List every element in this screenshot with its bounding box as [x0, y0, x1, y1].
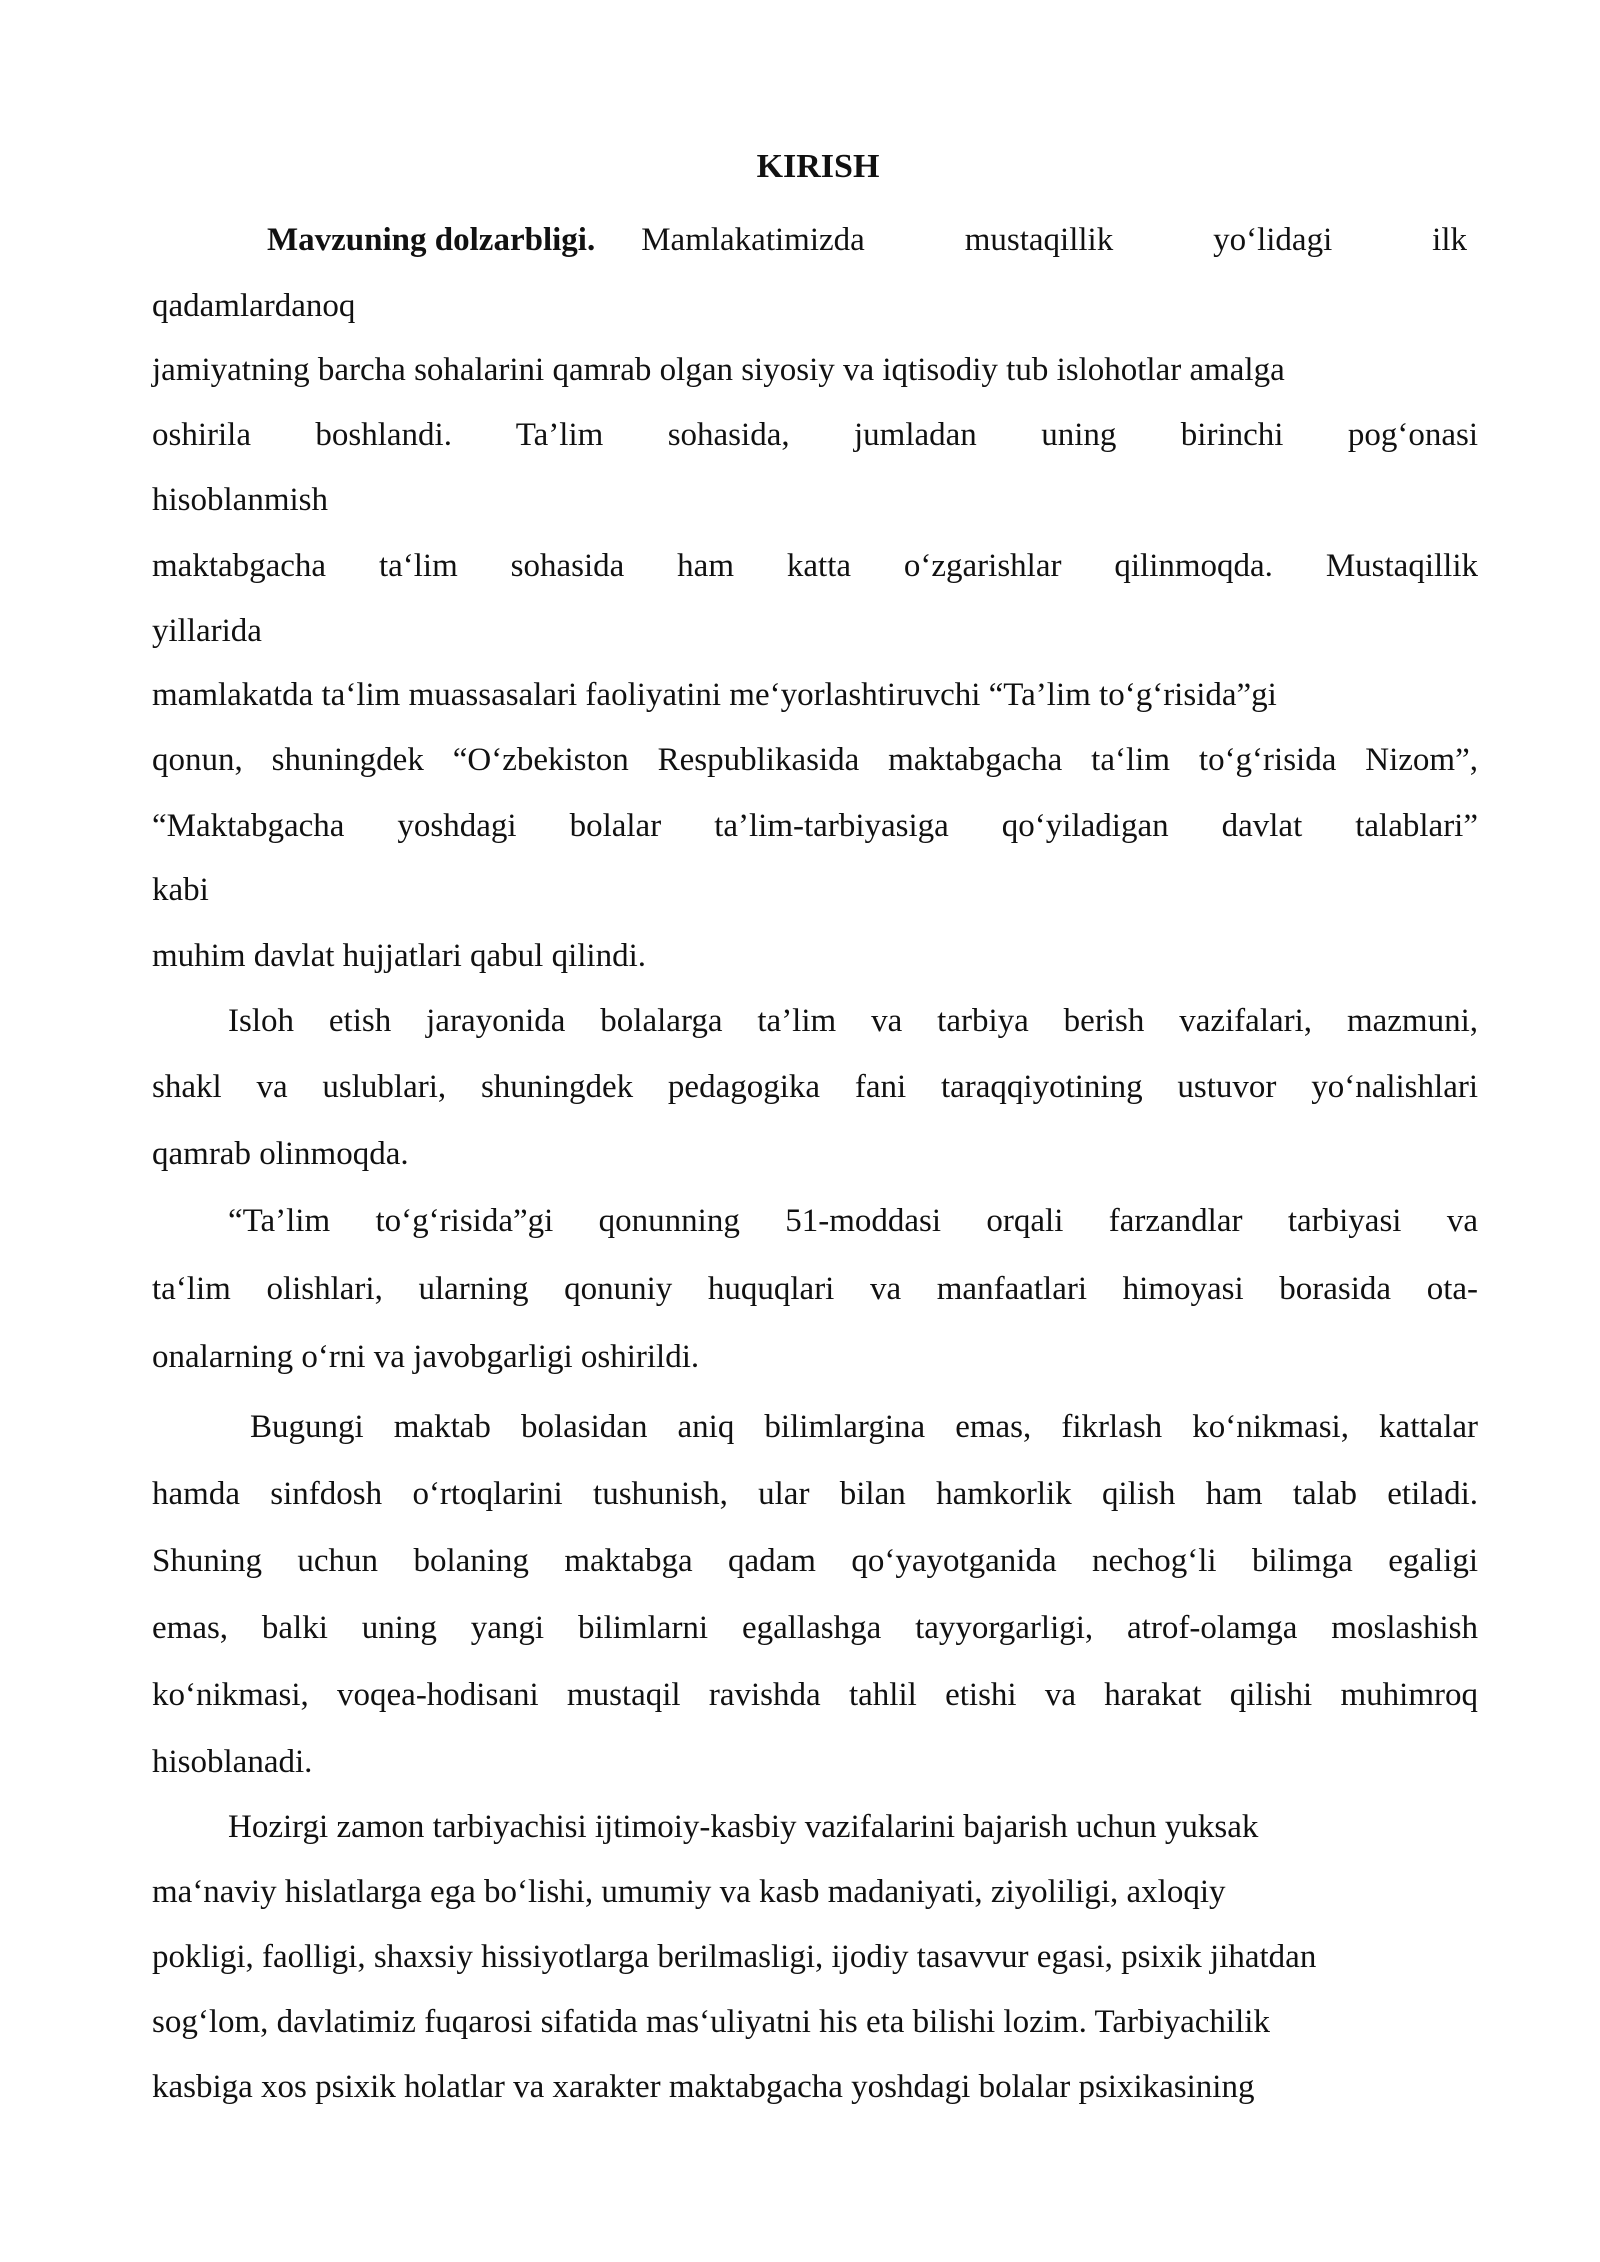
- text-line: muhim davlat hujjatlari qabul qilindi.: [152, 938, 647, 974]
- text-line: ta‘lim olishlari, ularning qonuniy huquqlari va manfaatlari himoyasi borasida ota-: [152, 1271, 1478, 1307]
- text-line: emas, balki uning yangi bilimlarni egallashga tayyorgarligi, atrof-olamga moslashish: [152, 1610, 1478, 1646]
- text-line: qonun, shuningdek “O‘zbekiston Respublikasida maktabgacha ta‘lim to‘g‘risida Nizom”,: [152, 742, 1478, 778]
- text-line: maktabgacha ta‘lim sohasida ham katta o‘zgarishlar qilinmoqda. Mustaqillik: [152, 548, 1478, 584]
- text-line: jamiyatning barcha sohalarini qamrab olgan siyosiy va iqtisodiy tub islohotlar amalga: [152, 352, 1285, 388]
- text-line: shakl va uslublari, shuningdek pedagogika fani taraqqiyotining ustuvor yo‘nalishlari: [152, 1069, 1478, 1105]
- text-line: hamda sinfdosh o‘rtoqlarini tushunish, ular bilan hamkorlik qilish ham talab etiladi.: [152, 1476, 1478, 1512]
- text-line: Hozirgi zamon tarbiyachisi ijtimoiy-kasbiy vazifalarini bajarish uchun yuksak: [228, 1809, 1259, 1845]
- text-line: onalarning o‘rni va javobgarligi oshirildi.: [152, 1339, 700, 1375]
- text-line: Bugungi maktab bolasidan aniq bilimlargina emas, fikrlash ko‘nikmasi, kattalar: [250, 1409, 1478, 1445]
- text-line: kabi: [152, 872, 209, 908]
- text-line: Isloh etish jarayonida bolalarga ta’lim va tarbiya berish vazifalari, mazmuni,: [228, 1003, 1478, 1039]
- text-line: oshirila boshlandi. Ta’lim sohasida, jumladan uning birinchi pog‘onasi: [152, 417, 1478, 453]
- text-line: yillarida: [152, 613, 262, 649]
- section-heading: Mavzuning dolzarbligi.: [267, 222, 596, 258]
- text-line: qamrab olinmoqda.: [152, 1136, 409, 1172]
- text-line: mamlakatda ta‘lim muassasalari faoliyatini me‘yorlashtiruvchi “Ta’lim to‘g‘risida”gi: [152, 677, 1277, 713]
- text-line: pokligi, faolligi, shaxsiy hissiyotlarga berilmasligi, ijodiy tasavvur egasi, psixik jihatdan: [152, 1939, 1317, 1975]
- text-line: ko‘nikmasi, voqea-hodisani mustaqil ravishda tahlil etishi va harakat qilishi muhimroq: [152, 1677, 1478, 1713]
- text-line: qadamlardanoq: [152, 288, 356, 324]
- text-line: ma‘naviy hislatlarga ega bo‘lishi, umumiy va kasb madaniyati, ziyoliligi, axloqiy: [152, 1874, 1226, 1910]
- text-line: hisoblanadi.: [152, 1744, 313, 1780]
- text-line: kasbiga xos psixik holatlar va xarakter maktabgacha yoshdagi bolalar psixikasining: [152, 2069, 1255, 2105]
- text-line: sog‘lom, davlatimiz fuqarosi sifatida mas‘uliyatni his eta bilishi lozim. Tarbiyachilik: [152, 2004, 1270, 2040]
- page-title: KIRISH: [756, 148, 880, 185]
- text-line: “Maktabgacha yoshdagi bolalar ta’lim-tarbiyasiga qo‘yiladigan davlat talablari”: [152, 808, 1478, 844]
- text-line: Mamlakatimizda mustaqillik yo‘lidagi ilk: [641, 222, 1467, 258]
- text-line: Shuning uchun bolaning maktabga qadam qo‘yayotganida nechog‘li bilimga egaligi: [152, 1543, 1478, 1579]
- paragraph-line: [267, 220, 1467, 260]
- text-line: hisoblanmish: [152, 482, 329, 518]
- text-line: “Ta’lim to‘g‘risida”gi qonunning 51-moddasi orqali farzandlar tarbiyasi va: [228, 1203, 1478, 1239]
